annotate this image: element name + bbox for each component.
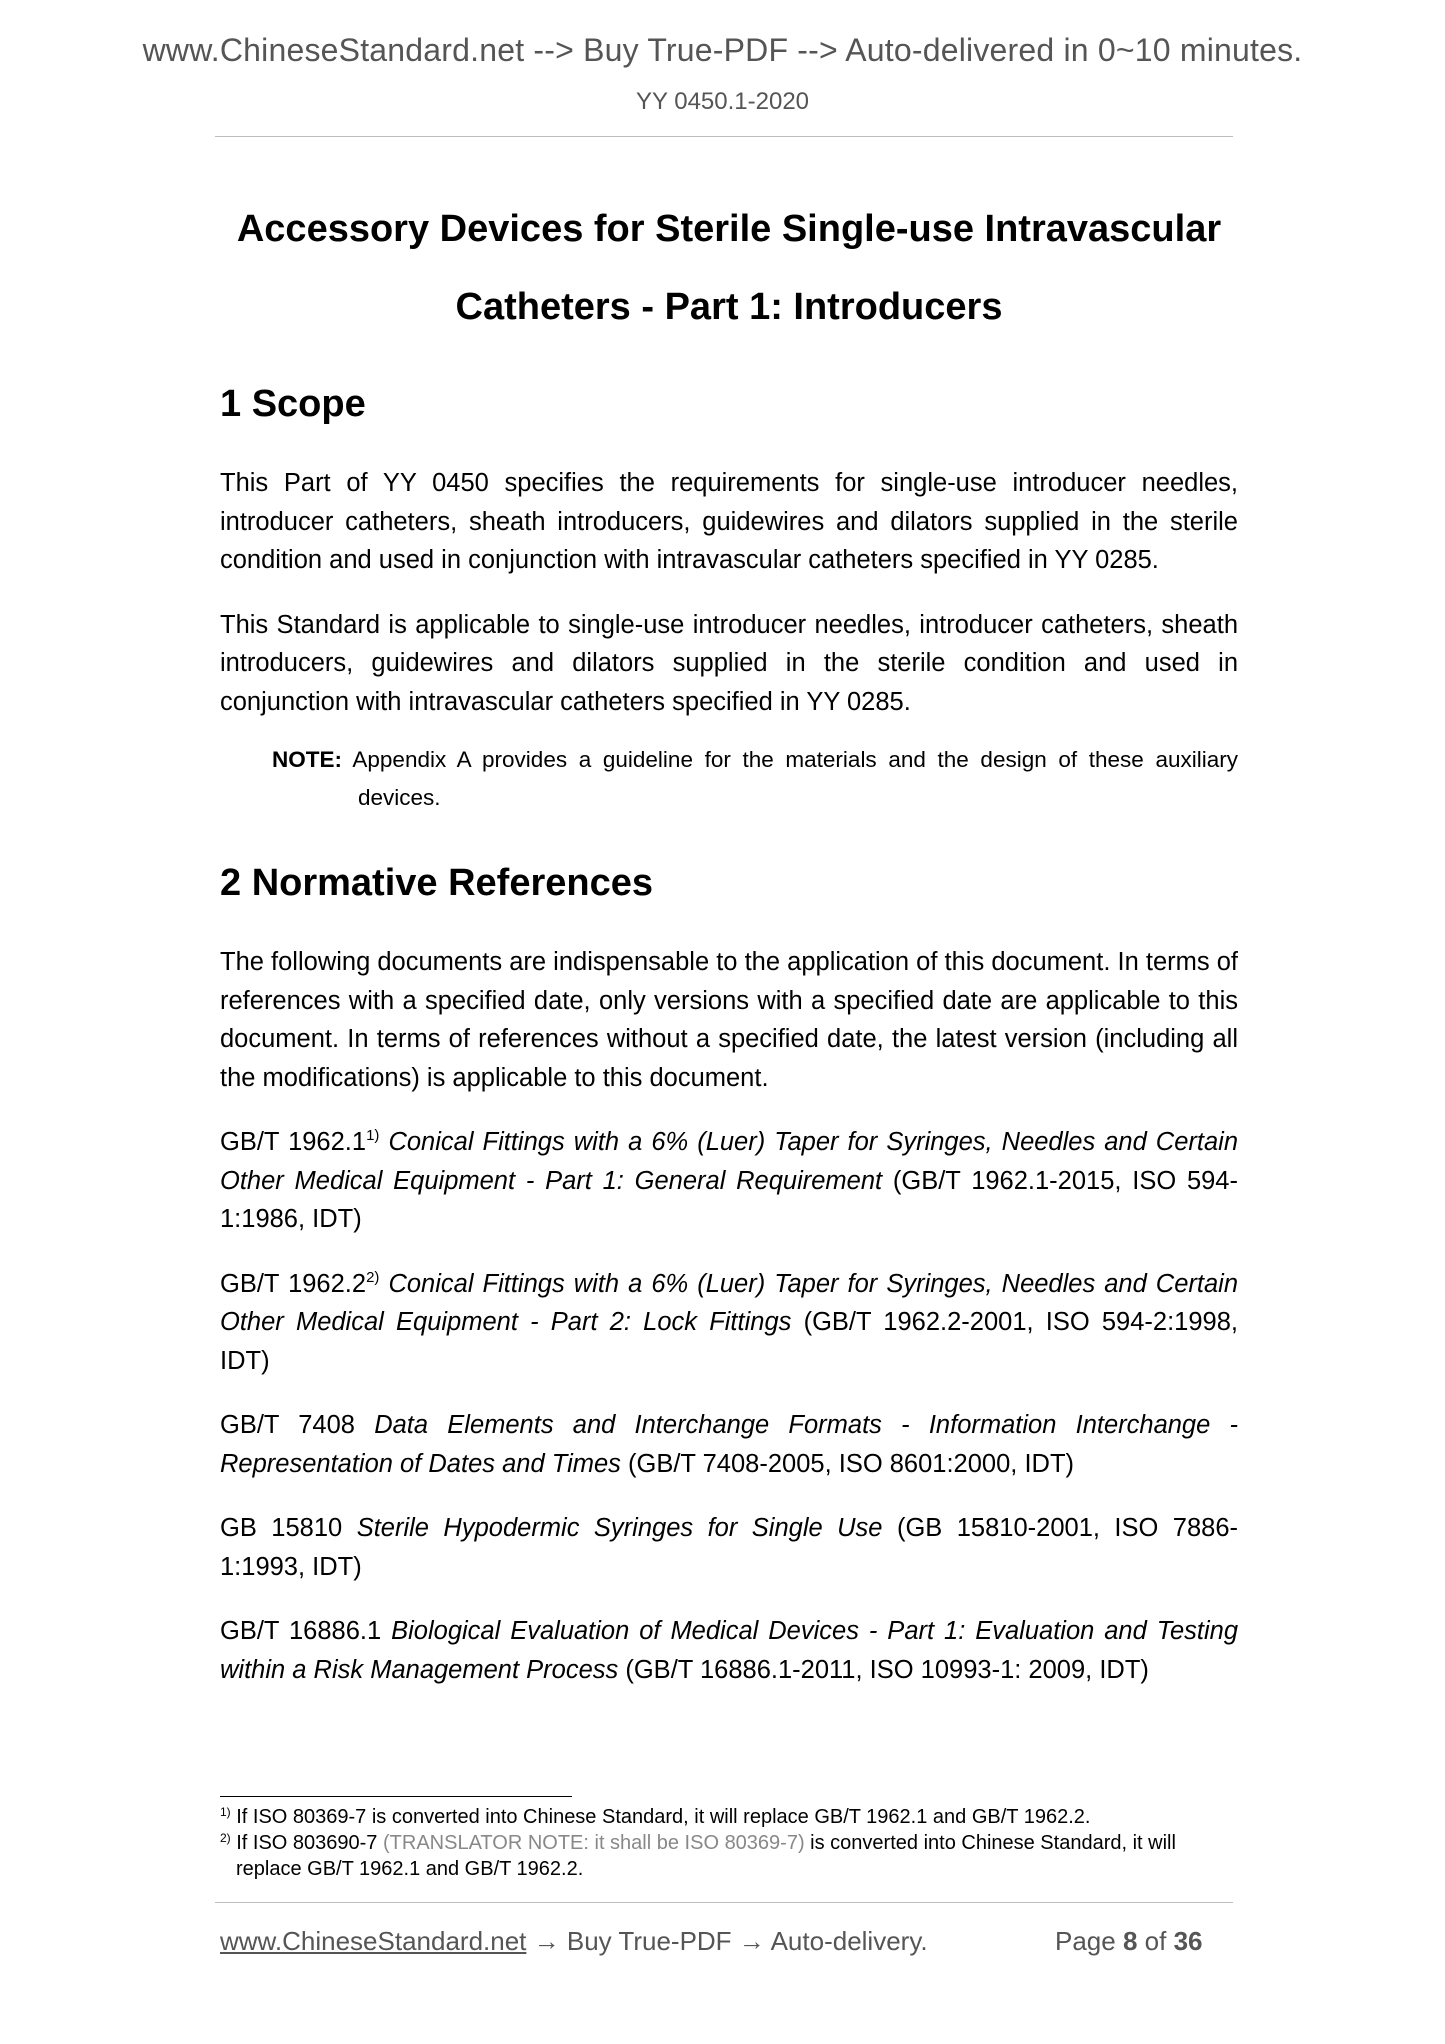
reference-title: Conical Fittings with a 6% (Luer) Taper for Syringes, Needles and Certain Other Medical Equipment - Part 1: General Requirement [220, 1128, 1239, 1195]
reference-item [220, 1123, 1238, 1239]
footer-site-link[interactable]: www.ChineseStandard.net [220, 1926, 527, 1956]
document-code: YY 0450.1-2020 [635, 88, 810, 115]
footnote-2-text-a: If ISO 803690-7 [230, 1832, 383, 1854]
footnotes [220, 1804, 1238, 1882]
reference-code: GB/T 16886.1 [220, 1617, 382, 1645]
scope-note [272, 741, 1238, 817]
reference-equivalence: (GB/T 1962.1-2015, ISO 594-1:1986, IDT) [220, 1166, 1238, 1233]
reference-title: Conical Fittings with a 6% (Luer) Taper for Syringes, Needles and Certain Other Medical Equipment - Part 2: Lock Fittings [220, 1269, 1239, 1336]
reference-title: Data Elements and Interchange Formats - Information Interchange - Representation of Dates and Times [220, 1411, 1238, 1478]
arrow-icon: → [526, 1926, 567, 1956]
header-divider [215, 136, 1233, 137]
scope-paragraph-1: This Part of YY 0450 specifies the requirements for single-use introducer needles, introducer catheters, sheath introducers, guidewires and dilators supplied in the sterile condition and used in conjunction with intravascular catheters specified in YY 0285. [220, 469, 1238, 574]
footnote-2-text-b: is converted into Chinese Standard, it will replace GB/T 1962.1 and GB/T 1962.2. [236, 1832, 1176, 1880]
section-normative-heading: 2 Normative References [220, 862, 653, 904]
top-banner-link[interactable]: www.ChineseStandard.net --> Buy True-PDF --> Auto-delivered in 0~10 minutes. [142, 32, 1303, 68]
scope-paragraph-2: This Standard is applicable to single-use introducer needles, introducer catheters, sheath introducers, guidewires and dilators supplied in the sterile condition and used in conjunction with intravascular catheters specified in YY 0285. [220, 610, 1238, 716]
page-indicator [1055, 1926, 1202, 1957]
footer-links [220, 1926, 928, 1957]
reference-code: GB/T 1962.1 [220, 1128, 367, 1156]
footer-auto-text: Auto-delivery. [770, 1926, 928, 1956]
note-label: NOTE: [272, 747, 342, 772]
page-total: 36 [1173, 1926, 1203, 1956]
reference-equivalence: (GB/T 7408-2005, ISO 8601:2000, IDT) [628, 1449, 1075, 1478]
section-scope-heading: 1 Scope [220, 383, 366, 425]
reference-code: GB/T 1962.2 [220, 1269, 367, 1298]
document-title [220, 190, 1238, 346]
arrow-icon: → [731, 1926, 771, 1956]
page-content [220, 190, 1238, 1715]
footnote-1-text: If ISO 80369-7 is converted into Chinese Standard, it will replace GB/T 1962.1 and GB/T 1962.2. [230, 1806, 1091, 1828]
reference-title: Biological Evaluation of Medical Devices - Part 1: Evaluation and Testing within a Risk Management Process [220, 1617, 1239, 1684]
of-label: of [1137, 1926, 1174, 1956]
reference-code: GB 15810 [220, 1514, 343, 1542]
reference-item [220, 1612, 1238, 1689]
reference-item [220, 1265, 1238, 1381]
reference-equivalence: (GB/T 1962.2-2001, ISO 594-2:1998, IDT) [220, 1308, 1238, 1375]
footnote-2 [220, 1830, 1238, 1882]
translator-note: (TRANSLATOR NOTE: it shall be ISO 80369-7) [383, 1832, 805, 1854]
normative-intro: The following documents are indispensable to the application of this document. In terms of references with a specified date, only versions with a specified date are applicable to this document. In terms of references without a specified date, the latest version (including all the modifications) is applicable to this document. [220, 948, 1238, 1092]
note-text: Appendix A provides a guideline for the materials and the design of these auxiliary devices. [342, 747, 1238, 810]
reference-equivalence: (GB 15810-2001, ISO 7886-1:1993, IDT) [220, 1514, 1239, 1581]
footnote-1-mark: 1) [220, 1805, 231, 1819]
footer-divider [215, 1902, 1233, 1903]
page-label: Page [1055, 1926, 1123, 1956]
title-line-2: Catheters - Part 1: Introducers [455, 286, 1003, 328]
footnote-1 [220, 1804, 1238, 1830]
footnote-marker[interactable]: 2) [366, 1268, 380, 1286]
footer-buy-text[interactable]: Buy True-PDF [566, 1926, 732, 1956]
footnote-2-mark: 2) [220, 1831, 231, 1845]
reference-equivalence: (GB/T 16886.1-2011, ISO 10993-1: 2009, IDT) [625, 1655, 1149, 1684]
page-number: 8 [1122, 1926, 1138, 1956]
reference-code: GB/T 7408 [220, 1411, 355, 1439]
footnote-marker[interactable]: 1) [366, 1127, 380, 1144]
reference-item [220, 1509, 1238, 1586]
reference-title: Sterile Hypodermic Syringes for Single Use [356, 1514, 883, 1542]
reference-item [220, 1406, 1238, 1483]
footnote-divider [220, 1796, 572, 1797]
title-line-1: Accessory Devices for Sterile Single-use Intravascular [236, 208, 1222, 250]
